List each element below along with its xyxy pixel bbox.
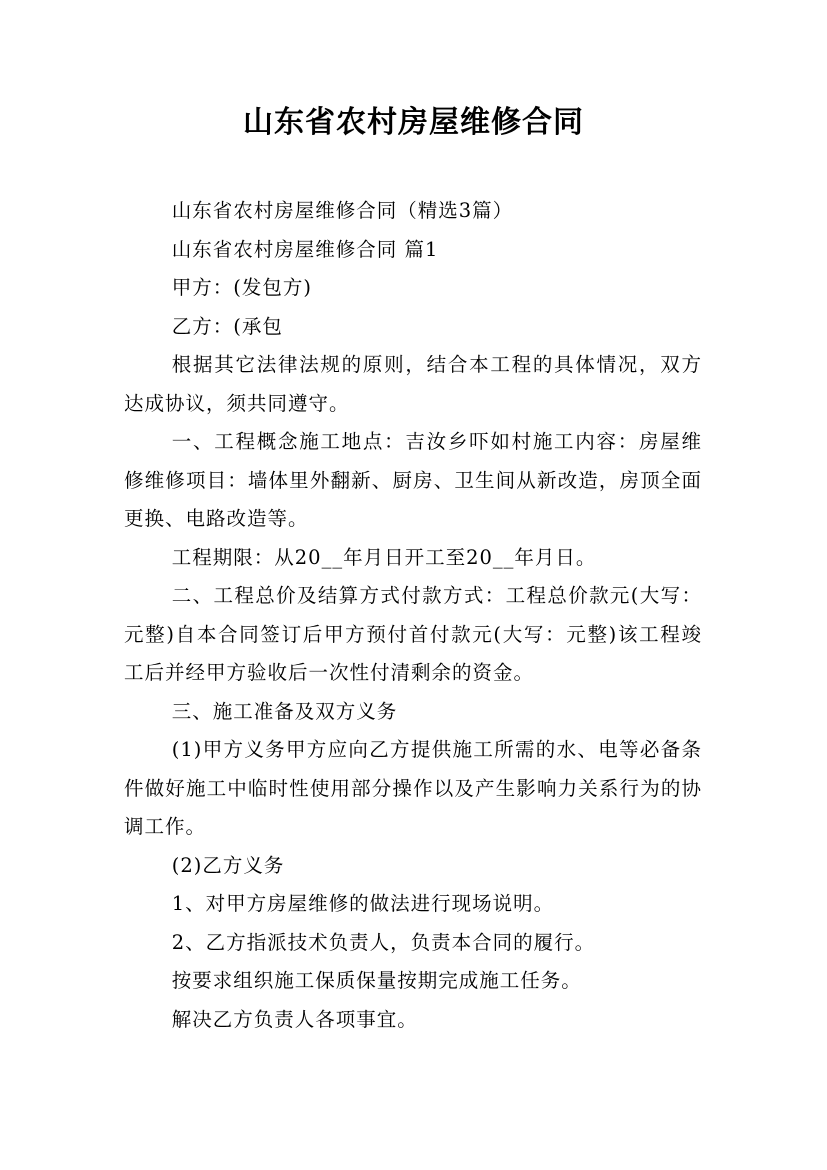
- paragraph-duty-1: 1、对甲方房屋维修的做法进行现场说明。: [171, 892, 555, 915]
- paragraph-party-a-duties: (1)甲方义务甲方应向乙方提供施工所需的水、电等必备条件做好施工中临时性使用部分操作以及产生影响力关系行为的协调工作。: [124, 738, 702, 838]
- paragraph-party-b: 乙方：(承包: [171, 314, 283, 338]
- paragraph-party-a: 甲方：(发包方): [171, 276, 312, 299]
- paragraph-subtitle: 山东省农村房屋维修合同（精选3篇）: [171, 199, 514, 222]
- paragraph-clause-1: 一、工程概念施工地点：吉汝乡吓如村施工内容：房屋维修维修项目：墙体里外翻新、厨房、卫生间从新改造，房顶全面更换、电路改造等。: [124, 430, 702, 530]
- paragraph-term: 工程期限：从20__年月日开工至20__年月日。: [171, 545, 597, 569]
- paragraph-party-b-duties: (2)乙方义务: [171, 853, 285, 877]
- document-title: 山东省农村房屋维修合同: [243, 105, 584, 140]
- paragraph-duty-2: 2、乙方指派技术负责人，负责本合同的履行。: [171, 930, 596, 954]
- paragraph-duty-3: 按要求组织施工保质保量按期完成施工任务。: [171, 969, 582, 992]
- paragraph-section-heading: 山东省农村房屋维修合同 篇1: [171, 237, 439, 261]
- paragraph-duty-4: 解决乙方负责人各项事宜。: [171, 1007, 418, 1031]
- paragraph-clause-2: 二、工程总价及结算方式付款方式：工程总价款元(大写：元整)自本合同签订后甲方预付首付款元(大写：元整)该工程竣工后并经甲方验收后一次性付清剩余的资金。: [124, 584, 702, 684]
- paragraph-preamble: 根据其它法律法规的原则，结合本工程的具体情况，双方达成协议，须共同遵守。: [124, 353, 702, 415]
- paragraph-clause-3: 三、施工准备及双方义务: [171, 699, 398, 723]
- document-body: [124, 192, 702, 1039]
